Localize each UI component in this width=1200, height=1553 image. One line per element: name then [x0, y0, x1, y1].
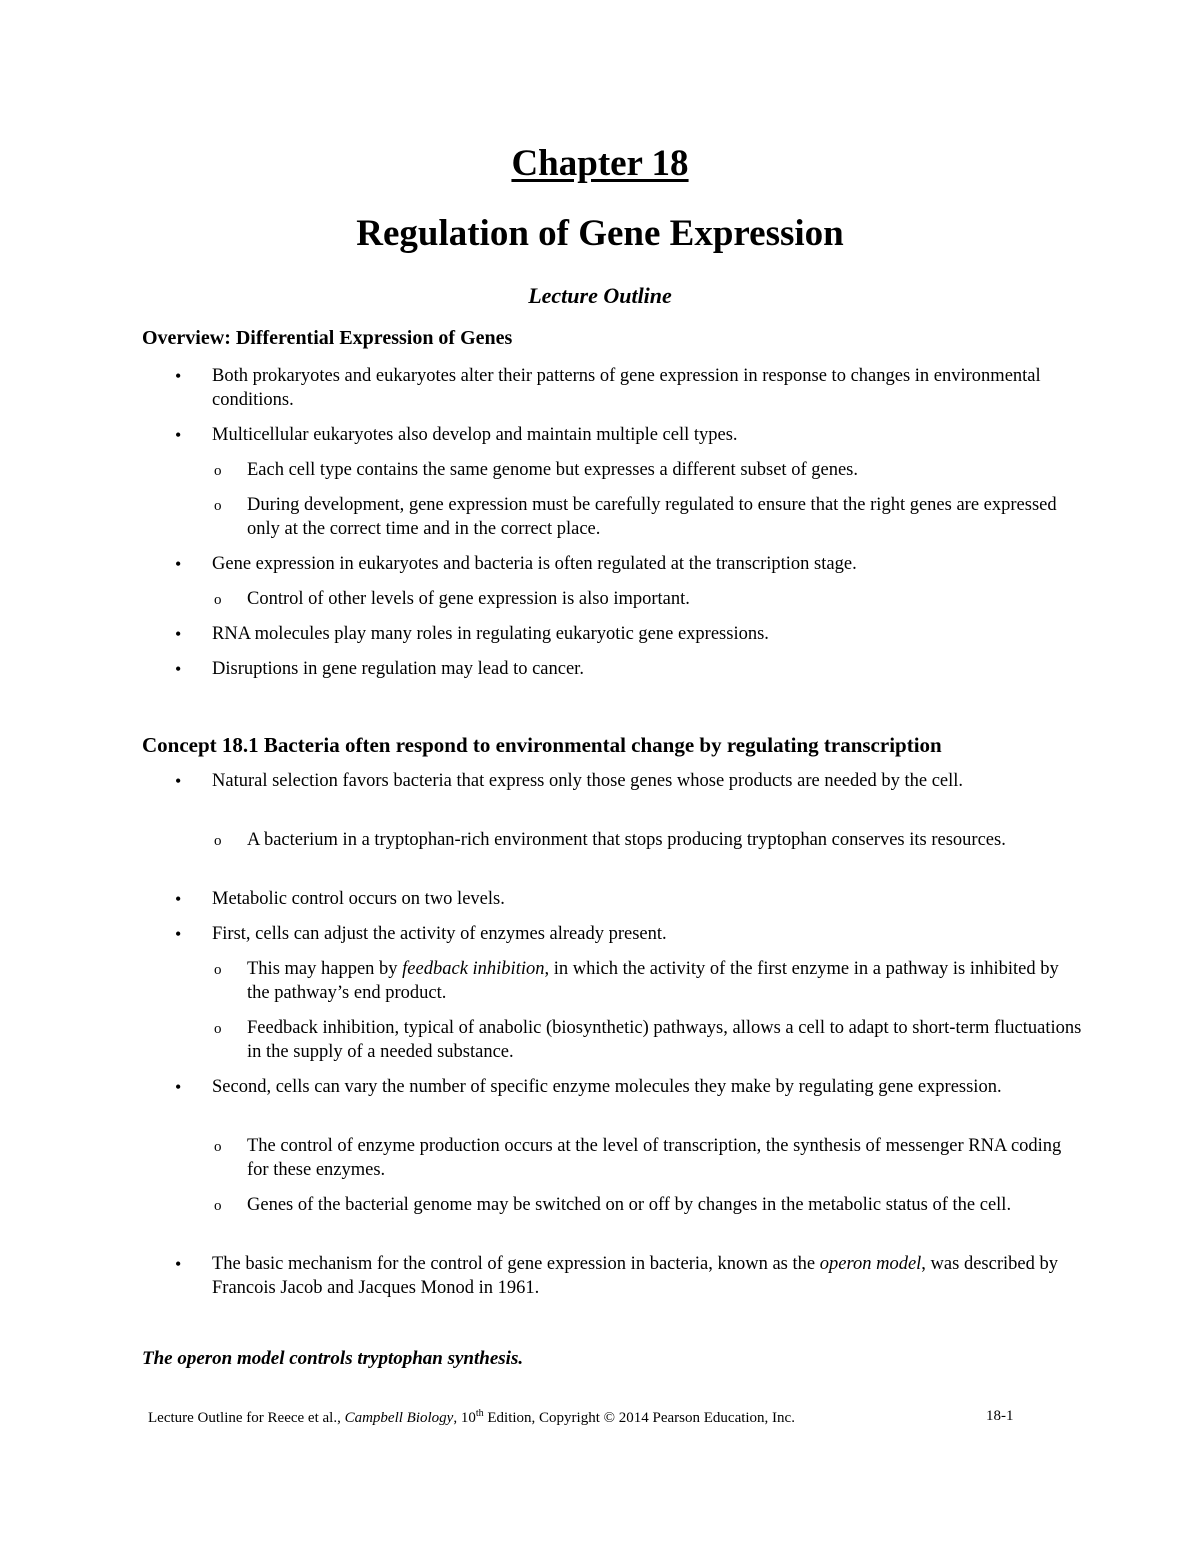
- list-item: [214, 1016, 1082, 1064]
- item-text: During development, gene expression must be carefully regulated to ensure that the right genes are expressed only at the correct time and in the correct place.: [247, 495, 1057, 539]
- sub-bullet-icon: o: [214, 463, 222, 479]
- list-item: [214, 828, 1082, 852]
- list-item: [214, 1134, 1082, 1182]
- bullet-icon: •: [175, 889, 182, 909]
- list-item: [175, 1252, 1082, 1300]
- bullet-icon: •: [175, 771, 182, 791]
- bullet-icon: •: [175, 366, 182, 386]
- list-item: [214, 458, 1082, 482]
- operon-subheading: The operon model controls tryptophan synthesis.: [142, 1348, 524, 1369]
- bullet-icon: •: [175, 924, 182, 944]
- footer-book-title: Campbell Biology: [344, 1410, 454, 1426]
- list-item: [175, 423, 1082, 447]
- concept-heading: Concept 18.1 Bacteria often respond to environmental change by regulating transcription: [142, 733, 942, 757]
- overview-heading: Overview: Differential Expression of Genes: [142, 327, 513, 349]
- item-text: The control of enzyme production occurs at the level of transcription, the synthesis of messenger RNA coding for these enzymes.: [247, 1136, 1062, 1180]
- item-text: Multicellular eukaryotes also develop and maintain multiple cell types.: [212, 425, 738, 445]
- bullet-icon: •: [175, 1254, 182, 1274]
- list-item: [175, 887, 1082, 911]
- bullet-icon: •: [175, 624, 182, 644]
- sub-bullet-icon: o: [214, 498, 222, 514]
- bullet-icon: •: [175, 425, 182, 445]
- list-item: [214, 493, 1082, 541]
- item-text: The basic mechanism for the control of gene expression in bacteria, known as the: [212, 1254, 820, 1274]
- list-item: [175, 769, 1082, 793]
- item-text: RNA molecules play many roles in regulating eukaryotic gene expressions.: [212, 624, 769, 644]
- document-subtitle: Lecture Outline: [528, 283, 672, 308]
- list-item: [214, 957, 1082, 1005]
- item-text: Genes of the bacterial genome may be switched on or off by changes in the metabolic status of the cell.: [247, 1195, 1012, 1215]
- footer-prefix: Lecture Outline for Reece et al.,: [148, 1410, 345, 1426]
- sub-bullet-icon: o: [214, 833, 222, 849]
- item-text: Gene expression in eukaryotes and bacteria is often regulated at the transcription stage.: [212, 554, 857, 574]
- document-title: Regulation of Gene Expression: [356, 213, 844, 254]
- sub-bullet-icon: o: [214, 1021, 222, 1037]
- footer-copyright: Edition, Copyright © 2014 Pearson Education, Inc.: [483, 1410, 795, 1426]
- bullet-icon: •: [175, 1077, 182, 1097]
- item-text: First, cells can adjust the activity of enzymes already present.: [212, 924, 667, 944]
- list-item: [214, 587, 1082, 611]
- item-text: Natural selection favors bacteria that express only those genes whose products are needed by the cell.: [212, 771, 964, 791]
- chapter-title: Chapter 18: [511, 143, 689, 184]
- item-text: Metabolic control occurs on two levels.: [212, 889, 505, 909]
- item-text: A bacterium in a tryptophan-rich environment that stops producing tryptophan conserves its resources.: [247, 830, 1006, 850]
- bullet-icon: •: [175, 659, 182, 679]
- footer-edition-suffix: th: [475, 1408, 484, 1419]
- list-item: [175, 552, 1082, 576]
- list-item: [175, 622, 1082, 646]
- item-text: Control of other levels of gene expression is also important.: [247, 589, 690, 609]
- item-text: Both prokaryotes and eukaryotes alter their patterns of gene expression in response to changes in environmental conditions.: [212, 366, 1041, 410]
- item-text: , was described by Francois Jacob and Jacques Monod in 1961.: [212, 1254, 1058, 1298]
- italic-term: operon model: [819, 1254, 922, 1274]
- list-item: [175, 657, 1082, 681]
- item-text: , in which the activity of the first enzyme in a pathway is inhibited by the pathway’s end product.: [247, 959, 1059, 1003]
- list-item: [175, 922, 1082, 946]
- item-text: Each cell type contains the same genome but expresses a different subset of genes.: [247, 460, 858, 480]
- list-item: [175, 364, 1082, 412]
- page-footer: [148, 1408, 1028, 1427]
- sub-bullet-icon: o: [214, 1139, 222, 1155]
- item-text: This may happen by: [247, 959, 403, 979]
- sub-bullet-icon: o: [214, 592, 222, 608]
- list-item: [214, 1193, 1082, 1217]
- item-text: Disruptions in gene regulation may lead to cancer.: [212, 659, 584, 679]
- item-text: Second, cells can vary the number of specific enzyme molecules they make by regulating gene expression.: [212, 1077, 1002, 1097]
- footer-edition-number: , 10: [453, 1410, 476, 1426]
- bullet-icon: •: [175, 554, 182, 574]
- item-text: Feedback inhibition, typical of anabolic (biosynthetic) pathways, allows a cell to adapt to short-term fluctuations in the supply of a needed substance.: [247, 1018, 1082, 1062]
- list-item: [175, 1075, 1082, 1099]
- sub-bullet-icon: o: [214, 962, 222, 978]
- italic-term: feedback inhibition: [402, 959, 545, 979]
- page-number: 18-1: [986, 1408, 1014, 1424]
- sub-bullet-icon: o: [214, 1198, 222, 1214]
